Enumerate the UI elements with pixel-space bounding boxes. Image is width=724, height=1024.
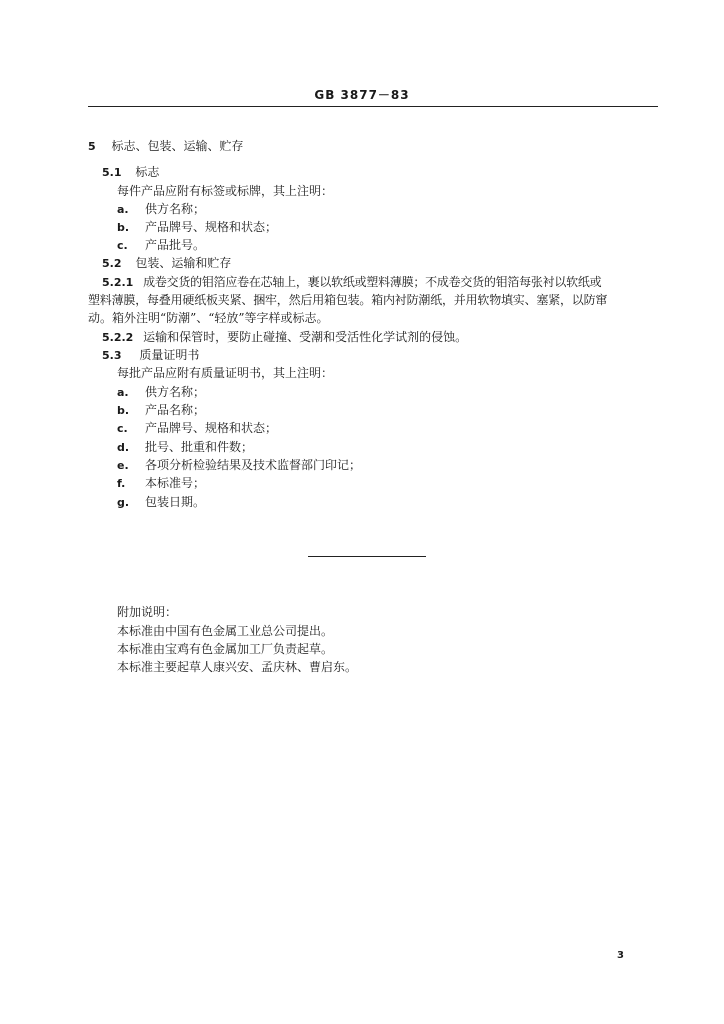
list-item	[117, 202, 205, 217]
clause-number: 5.2.1	[102, 276, 134, 289]
section-number: 5.3	[102, 349, 122, 362]
list-item	[117, 440, 253, 455]
list-label: b.	[117, 221, 130, 234]
list-label: f.	[117, 477, 126, 490]
clause-5-2-2	[102, 330, 467, 345]
list-label: a.	[117, 203, 129, 216]
section-number: 5.1	[102, 166, 122, 179]
page-number: 3	[617, 950, 624, 961]
list-text: 各项分析检验结果及技术监督部门印记；	[145, 458, 362, 472]
clause-text: 成卷交货的钼箔应卷在芯轴上，裹以软纸或塑料薄膜；不成卷交货的钼箔每张衬以软纸或	[143, 275, 602, 289]
section-title: 质量证明书	[139, 348, 200, 362]
list-text: 供方名称；	[145, 202, 206, 216]
clause-text: 运输和保管时，要防止碰撞、受潮和受活性化学试剂的侵蚀。	[143, 330, 468, 344]
list-item	[117, 421, 277, 436]
list-text: 批号、批重和件数；	[145, 440, 254, 454]
list-item	[117, 458, 361, 473]
list-item	[117, 476, 205, 491]
clause-5-2-1-line-3: 动。箱外注明“防潮”、“轻放”等字样或标志。	[88, 311, 329, 325]
section-number: 5	[88, 140, 96, 153]
list-text: 本标准号；	[145, 476, 206, 490]
notes-line: 本标准由宝鸡有色金属加工厂负责起草。	[117, 642, 334, 656]
list-text: 产品名称；	[145, 403, 206, 417]
clause-number: 5.2.2	[102, 331, 134, 344]
section-title: 标志、包装、运输、贮存	[111, 139, 244, 153]
list-label: g.	[117, 496, 130, 509]
standard-code-header: GB 3877－83	[314, 88, 410, 102]
list-item	[117, 220, 277, 235]
list-label: d.	[117, 441, 130, 454]
section-title: 包装、运输和贮存	[135, 256, 232, 270]
paragraph: 每批产品应附有质量证明书，其上注明：	[117, 366, 334, 380]
list-text: 产品批号。	[145, 238, 206, 252]
section-separator-rule	[308, 556, 426, 557]
list-text: 包装日期。	[145, 495, 206, 509]
list-label: b.	[117, 404, 130, 417]
section-5-2-heading	[102, 256, 231, 271]
list-item	[117, 495, 205, 510]
section-title: 标志	[135, 165, 160, 179]
list-label: c.	[117, 422, 128, 435]
section-5-3-heading	[102, 348, 199, 363]
list-text: 供方名称；	[145, 385, 206, 399]
list-item	[117, 238, 205, 253]
list-label: a.	[117, 386, 129, 399]
notes-title: 附加说明：	[117, 605, 178, 619]
clause-5-2-1-line-2: 塑料薄膜，每叠用硬纸板夹紧、捆牢，然后用箱包装。箱内衬防潮纸，并用软物填实、塞紧，以防窜	[88, 293, 608, 307]
section-number: 5.2	[102, 257, 122, 270]
list-label: e.	[117, 459, 129, 472]
list-text: 产品牌号、规格和状态；	[145, 220, 278, 234]
paragraph: 每件产品应附有标签或标牌，其上注明：	[117, 184, 334, 198]
notes-line: 本标准由中国有色金属工业总公司提出。	[117, 624, 334, 638]
list-item	[117, 403, 205, 418]
clause-5-2-1-line-1	[102, 275, 601, 290]
list-item	[117, 385, 205, 400]
section-5-1-heading	[102, 165, 159, 180]
list-text: 产品牌号、规格和状态；	[145, 421, 278, 435]
header-rule	[88, 106, 658, 107]
notes-line: 本标准主要起草人康兴安、孟庆林、曹启东。	[117, 660, 358, 674]
section-5-heading	[88, 139, 244, 154]
list-label: c.	[117, 239, 128, 252]
